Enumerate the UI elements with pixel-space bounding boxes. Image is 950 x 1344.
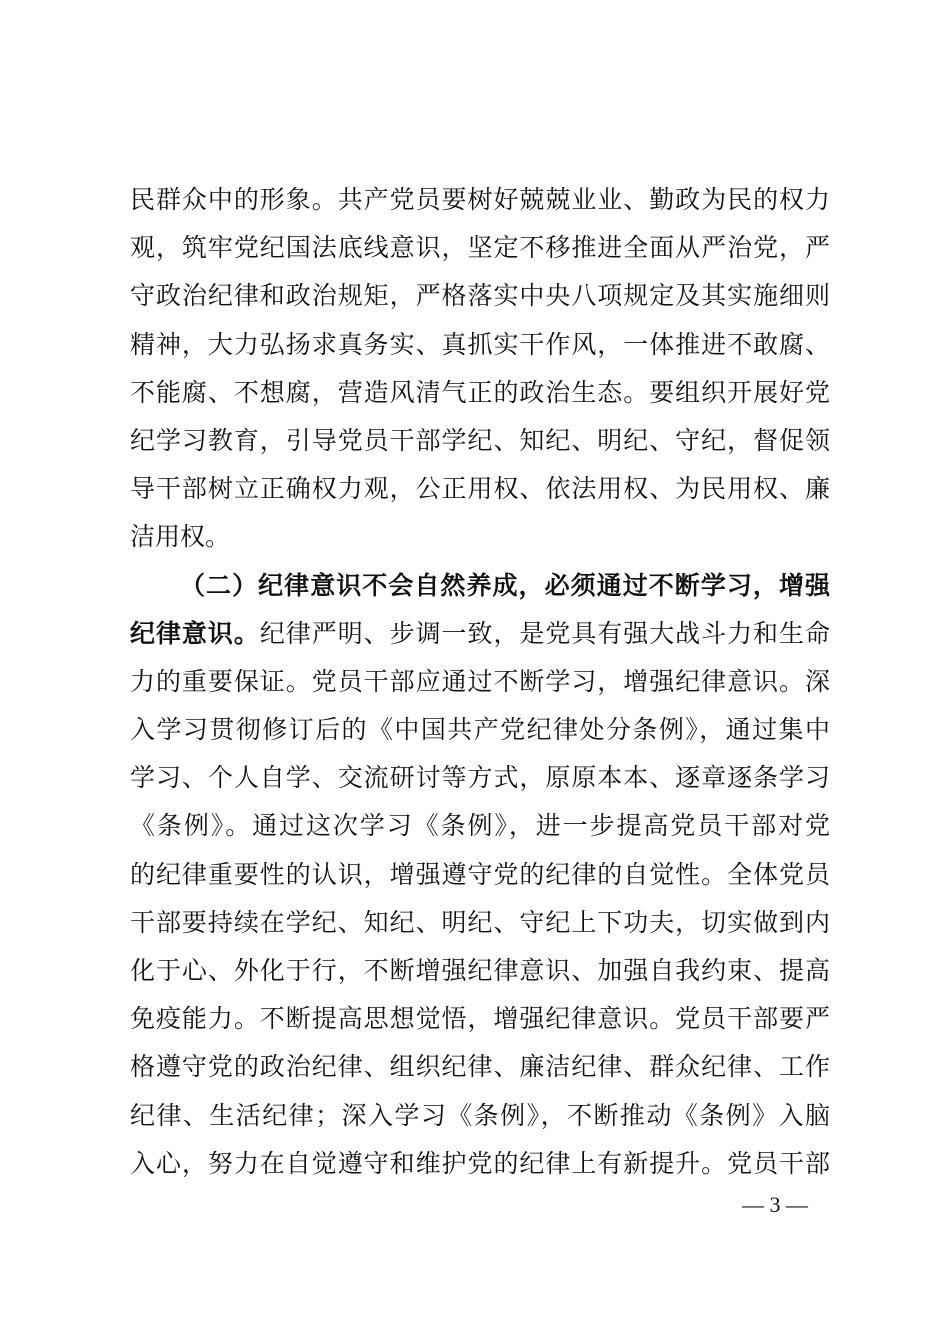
text-line: 的纪律重要性的认识，增强遵守党的纪律的自觉性。全体党员 <box>130 859 830 889</box>
text-line: 民群众中的形象。共产党员要树好兢兢业业、勤政为民的权力 <box>130 185 830 214</box>
text-line: 入心，努力在自觉遵守和维护党的纪律上有新提升。党员干部 <box>130 1148 830 1178</box>
text-line: 纪律、生活纪律；深入学习《条例》，不断推动《条例》入脑 <box>130 1100 830 1130</box>
section-heading-continued <box>130 610 830 658</box>
text-line: 干部要持续在学纪、知纪、明纪、守纪上下功夫，切实做到内 <box>130 907 830 937</box>
text-line: 入学习贯彻修订后的《中国共产党纪律处分条例》，通过集中 <box>130 715 830 745</box>
page-number: — 3 — <box>742 1192 808 1217</box>
text-line: 格遵守党的政治纪律、组织纪律、廉洁纪律、群众纪律、工作 <box>130 1052 830 1082</box>
text-span: 纪律严明、步调一致，是党具有强大战斗力和生命 <box>259 618 830 648</box>
text-line: 纪学习教育，引导党员干部学纪、知纪、明纪、守纪，督促领 <box>130 425 830 455</box>
section-heading: （二）纪律意识不会自然养成，必须通过不断学习，增强 <box>180 570 830 600</box>
text-line: 精神，大力弘扬求真务实、真抓实干作风，一体推进不敢腐、 <box>130 329 830 359</box>
text-line: 免疫能力。不断提高思想觉悟，增强纪律意识。党员干部要严 <box>130 1004 830 1034</box>
text-line: 《条例》。通过这次学习《条例》，进一步提高党员干部对党 <box>130 811 830 841</box>
section-heading-end: 纪律意识。 <box>130 618 260 648</box>
text-line: 守政治纪律和政治规矩，严格落实中央八项规定及其实施细则 <box>130 281 830 311</box>
text-line: 导干部树立正确权力观，公正用权、依法用权、为民用权、廉 <box>130 474 830 504</box>
text-line: 不能腐、不想腐，营造风清气正的政治生态。要组织开展好党 <box>130 377 830 407</box>
text-line: 学习、个人自学、交流研讨等方式，原原本本、逐章逐条学习 <box>130 763 830 793</box>
text-line: 观，筑牢党纪国法底线意识，坚定不移推进全面从严治党，严 <box>130 233 830 263</box>
text-line: 力的重要保证。党员干部应通过不断学习，增强纪律意识。深 <box>130 666 830 696</box>
body-text <box>130 176 830 1188</box>
text-line: 化于心、外化于行，不断增强纪律意识、加强自我约束、提高 <box>130 956 830 985</box>
text-line: 洁用权。 <box>130 522 231 552</box>
